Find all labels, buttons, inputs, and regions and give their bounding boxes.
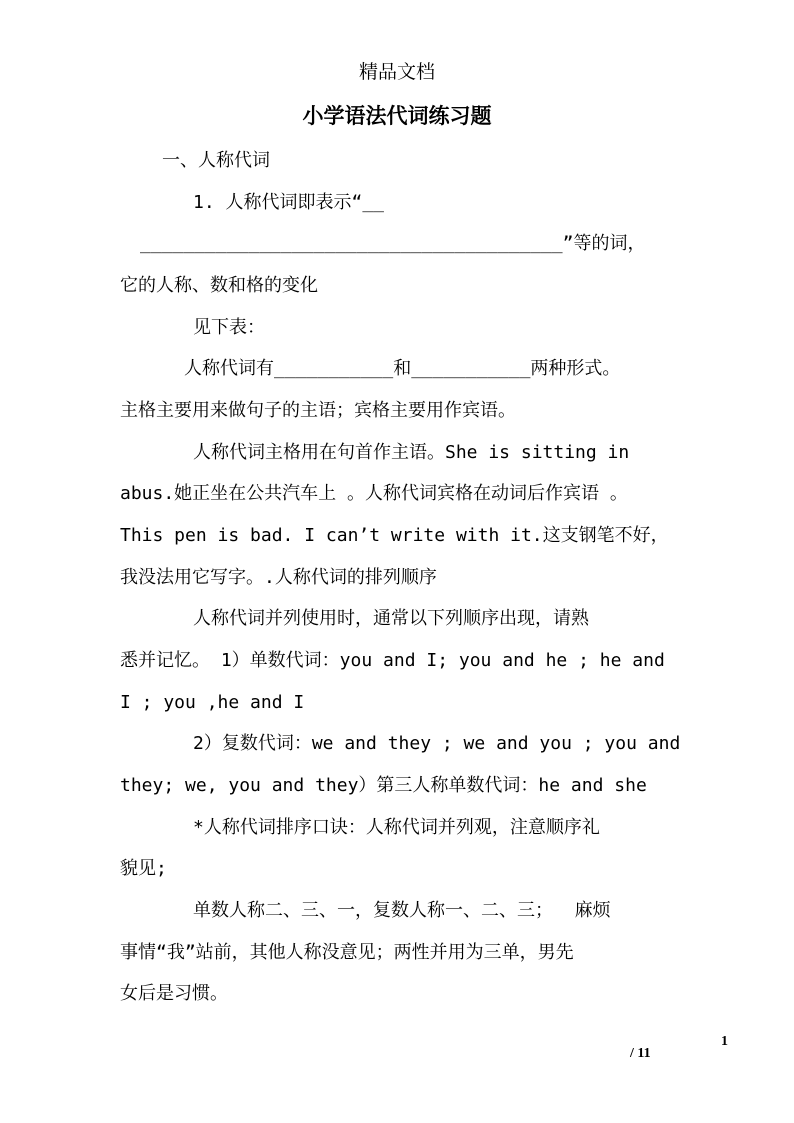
paragraph-line: 见下表： <box>193 317 265 338</box>
paragraph-line: 悉并记忆。 1）单数代词：you and I; you and he ; he and <box>120 650 665 671</box>
paragraph-line: 单数人称二、三、一，复数人称一、二、三； 麻烦 <box>193 900 611 921</box>
document-title: 小学语法代词练习题 <box>302 103 492 128</box>
paragraph-line: 女后是习惯。 <box>120 983 228 1004</box>
paragraph-line: 它的人称、数和格的变化 <box>120 275 318 296</box>
paragraph-line: 2）复数代词：we and they ; we and you ; you and <box>193 733 681 754</box>
paragraph-line: 我没法用它写字。.人称代词的排列顺序 <box>120 567 437 588</box>
paragraph-line: 人称代词并列使用时，通常以下列顺序出现，请熟 <box>193 608 589 629</box>
paragraph-line: 主格主要用来做句子的主语；宾格主要用作宾语。 <box>120 400 516 421</box>
page-header: 精品文档 <box>358 61 435 83</box>
paragraph-line: This pen is bad. I can’t write with it.这支钢笔不好， <box>120 525 669 546</box>
section-heading: 一、人称代词 <box>162 150 270 171</box>
paragraph-line: they; we, you and they）第三人称单数代词：he and she <box>120 775 647 796</box>
paragraph-line: _______________________________________”等的词， <box>140 233 646 254</box>
page-number: 1 <box>721 1034 728 1049</box>
paragraph-line: I ; you ,he and I <box>120 692 305 713</box>
paragraph-line: 1. 人称代词即表示“__ <box>193 192 385 213</box>
page-total: / 11 <box>630 1046 651 1061</box>
paragraph-line: *人称代词排序口诀：人称代词并列观，注意顺序礼 <box>193 817 600 838</box>
paragraph-line: 人称代词有___________和___________两种形式。 <box>184 358 621 379</box>
paragraph-line: abus.她正坐在公共汽车上 。人称代词宾格在动词后作宾语 。 <box>120 483 628 504</box>
paragraph-line: 事情“我”站前，其他人称没意见；两性并用为三单，男先 <box>120 942 574 963</box>
paragraph-line: 貌见; <box>120 858 167 879</box>
paragraph-line: 人称代词主格用在句首作主语。She is sitting in <box>193 442 630 463</box>
